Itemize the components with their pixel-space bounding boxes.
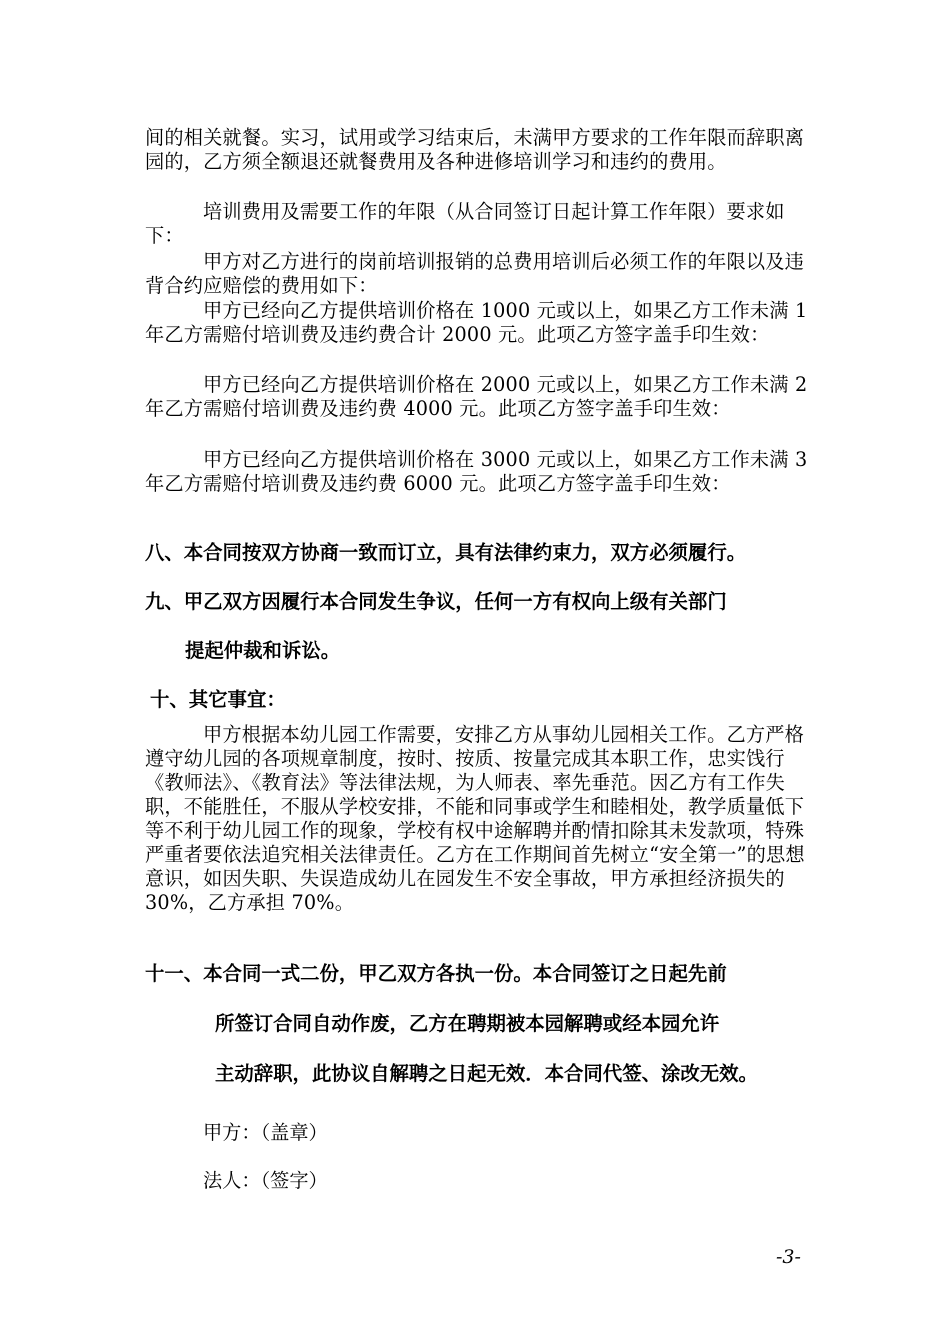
- paragraph-training-tier-2: 甲方已经向乙方提供培训价格在 2000 元或以上，如果乙方工作未满 2 年乙方需赔付培训费及违约费 4000 元。此项乙方签字盖手印生效：: [145, 373, 808, 420]
- paragraph-training-tier-3: 甲方已经向乙方提供培训价格在 3000 元或以上，如果乙方工作未满 3 年乙方需赔付培训费及违约费 6000 元。此项乙方签字盖手印生效：: [145, 448, 808, 495]
- page-number: -3-: [776, 1246, 801, 1268]
- clause-11-line-2: 所签订合同自动作废，乙方在聘期被本园解聘或经本园允许: [215, 1012, 720, 1035]
- clause-8-heading: 八、本合同按双方协商一致而订立，具有法律约束力，双方必须履行。: [145, 541, 747, 564]
- legal-person-signature-line: 法人：（签字）: [203, 1169, 328, 1192]
- party-a-seal-line: 甲方：（盖章）: [203, 1121, 328, 1144]
- paragraph-training-tier-1: 甲方已经向乙方提供培训价格在 1000 元或以上，如果乙方工作未满 1 年乙方需赔付培训费及违约费合计 2000 元。此项乙方签字盖手印生效：: [145, 299, 808, 346]
- paragraph-training-costs: 甲方对乙方进行的岗前培训报销的总费用培训后必须工作的年限以及违背合约应赔偿的费用如下：: [145, 250, 805, 297]
- paragraph-training-requirements: 培训费用及需要工作的年限（从合同签订日起计算工作年限）要求如下：: [145, 200, 785, 247]
- paragraph-meal-refund: 间的相关就餐。实习，试用或学习结束后，未满甲方要求的工作年限而辞职离园的，乙方须全额退还就餐费用及各种进修培训学习和违约的费用。: [145, 126, 805, 173]
- clause-9-line-1: 九、甲乙双方因履行本合同发生争议，任何一方有权向上级有关部门: [145, 590, 727, 613]
- clause-9-line-2: 提起仲裁和诉讼。: [185, 639, 341, 662]
- clause-11-line-1: 十一、本合同一式二份，甲乙双方各执一份。本合同签订之日起先前: [145, 962, 727, 985]
- clause-11-line-3: 主动辞职，此协议自解聘之日起无效．本合同代签、涂改无效。: [215, 1062, 758, 1085]
- clause-10-paragraph: 甲方根据本幼儿园工作需要，安排乙方从事幼儿园相关工作。乙方严格遵守幼儿园的各项规章制度，按时、按质、按量完成其本职工作，忠实饯行《教师法》、《教育法》等法律法规，为人师表、率先垂范。因乙方有工作失职，不能胜任，不服从学校安排，不能和同事或学生和睦相处，教学质量低下等不利于幼儿园工作的现象，学校有权中途解聘并酌情扣除其未发款项，特殊严重者要依法追究相关法律责任。乙方在工作期间首先树立“安全第一”的思想意识，如因失职、失误造成幼儿在园发生不安全事故，甲方承担经济损失的 30%，乙方承担 70%。: [145, 723, 805, 914]
- clause-10-title: 十、其它事宜：: [150, 688, 286, 711]
